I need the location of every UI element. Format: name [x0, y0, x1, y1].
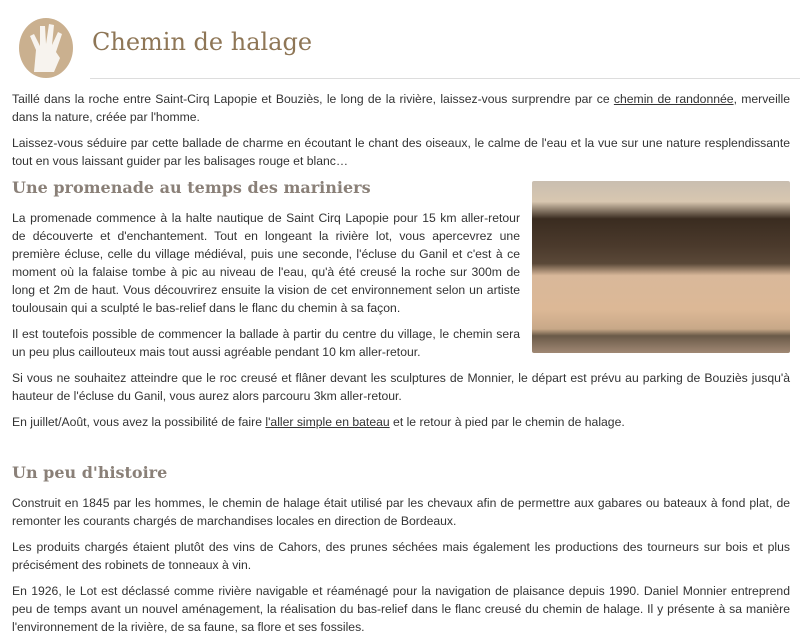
section1-paragraph: La promenade commence à la halte nautique de Saint Cirq Lapopie pour 15 km aller-retour de découverte et d'enchantement. Tout en longeant la rivière lot, vous apercevrez une première écluse, celle du village médiéval, puis une seconde, l'écluse du Ganil et c'est à ce moment où la falaise tombe à pic au niveau de l'eau, qu'à été creusé la roche sur 300m de long et 2m de haut. Vous découvrirez ensuite la vision de cet environnement selon un artiste toulousain qui a sculpté le bas-relief dans le flanc du chemin à sa façon. — [12, 211, 520, 315]
section1-paragraph: Il est toutefois possible de commencer la ballade à partir du centre du village, le chemin sera un peu plus caillouteux mais tout aussi agréable pendant 10 km aller-retour. — [12, 327, 520, 359]
hand-print-logo-icon — [16, 12, 74, 78]
hiking-trail-link[interactable]: chemin de randonnée — [613, 92, 734, 106]
section2-paragraph: Construit en 1845 par les hommes, le chemin de halage était utilisé par les chevaux afin de permettre aux gabares ou bateaux à fond plat, de remonter les courants chargés de marchandises locales en direction de Bordeaux. — [12, 496, 790, 528]
boat-text: En juillet/Août, vous avez la possibilité de faire — [12, 415, 266, 429]
intro-text: Taillé dans la roche entre Saint-Cirq Lapopie et Bouziès, le long de la rivière, laissez-vous surprendre par ce — [12, 92, 614, 106]
section-heading-history: Un peu d'histoire — [12, 463, 168, 482]
intro-paragraph — [12, 90, 790, 126]
page-header — [12, 6, 792, 74]
intro-paragraph-2: Laissez-vous séduire par cette ballade de charme en écoutant le chant des oiseaux, le calme de l'eau et la vue sur une nature resplendissante tout en vous laissant guider par les balisages rouge et blanc… — [12, 136, 790, 168]
boat-trip-link[interactable]: l'aller simple en bateau — [265, 415, 390, 429]
section2-paragraph: Les produits chargés étaient plutôt des vins de Cahors, des prunes séchées mais également les productions des tourneurs sur bois et plus précisément des robinets de tonneaux à vin. — [12, 540, 790, 572]
boat-text-end: et le retour à pied par le chemin de halage. — [389, 415, 625, 429]
intro-text-end: , merveille dans la nature, créée par l'homme. — [12, 92, 790, 124]
section1-paragraph — [12, 413, 790, 431]
article-content — [12, 90, 790, 644]
section2-paragraph: En 1926, le Lot est déclassé comme rivière navigable et réaménagé pour la navigation de plaisance depuis 1990. Daniel Monnier entreprend peu de temps avant un nouvel aménagement, la réalisation du bas-relief dans le flanc creusé du chemin de halage. Il y présente à sa manière l'environnement de la rivière, de sa faune, sa flore et ses fossiles. — [12, 584, 790, 634]
section1-paragraph: Si vous ne souhaitez atteindre que le roc creusé et flâner devant les sculptures de Monnier, le départ est prévu au parking de Bouziès jusqu'à hauteur de l'écluse du Ganil, vous aurez alors parcouru 3km aller-retour. — [12, 371, 790, 403]
bas-relief-cliff-photo — [532, 181, 790, 353]
title-divider — [90, 78, 800, 79]
section-heading-promenade: Une promenade au temps des mariniers — [12, 178, 371, 197]
page-title: Chemin de halage — [92, 28, 313, 56]
